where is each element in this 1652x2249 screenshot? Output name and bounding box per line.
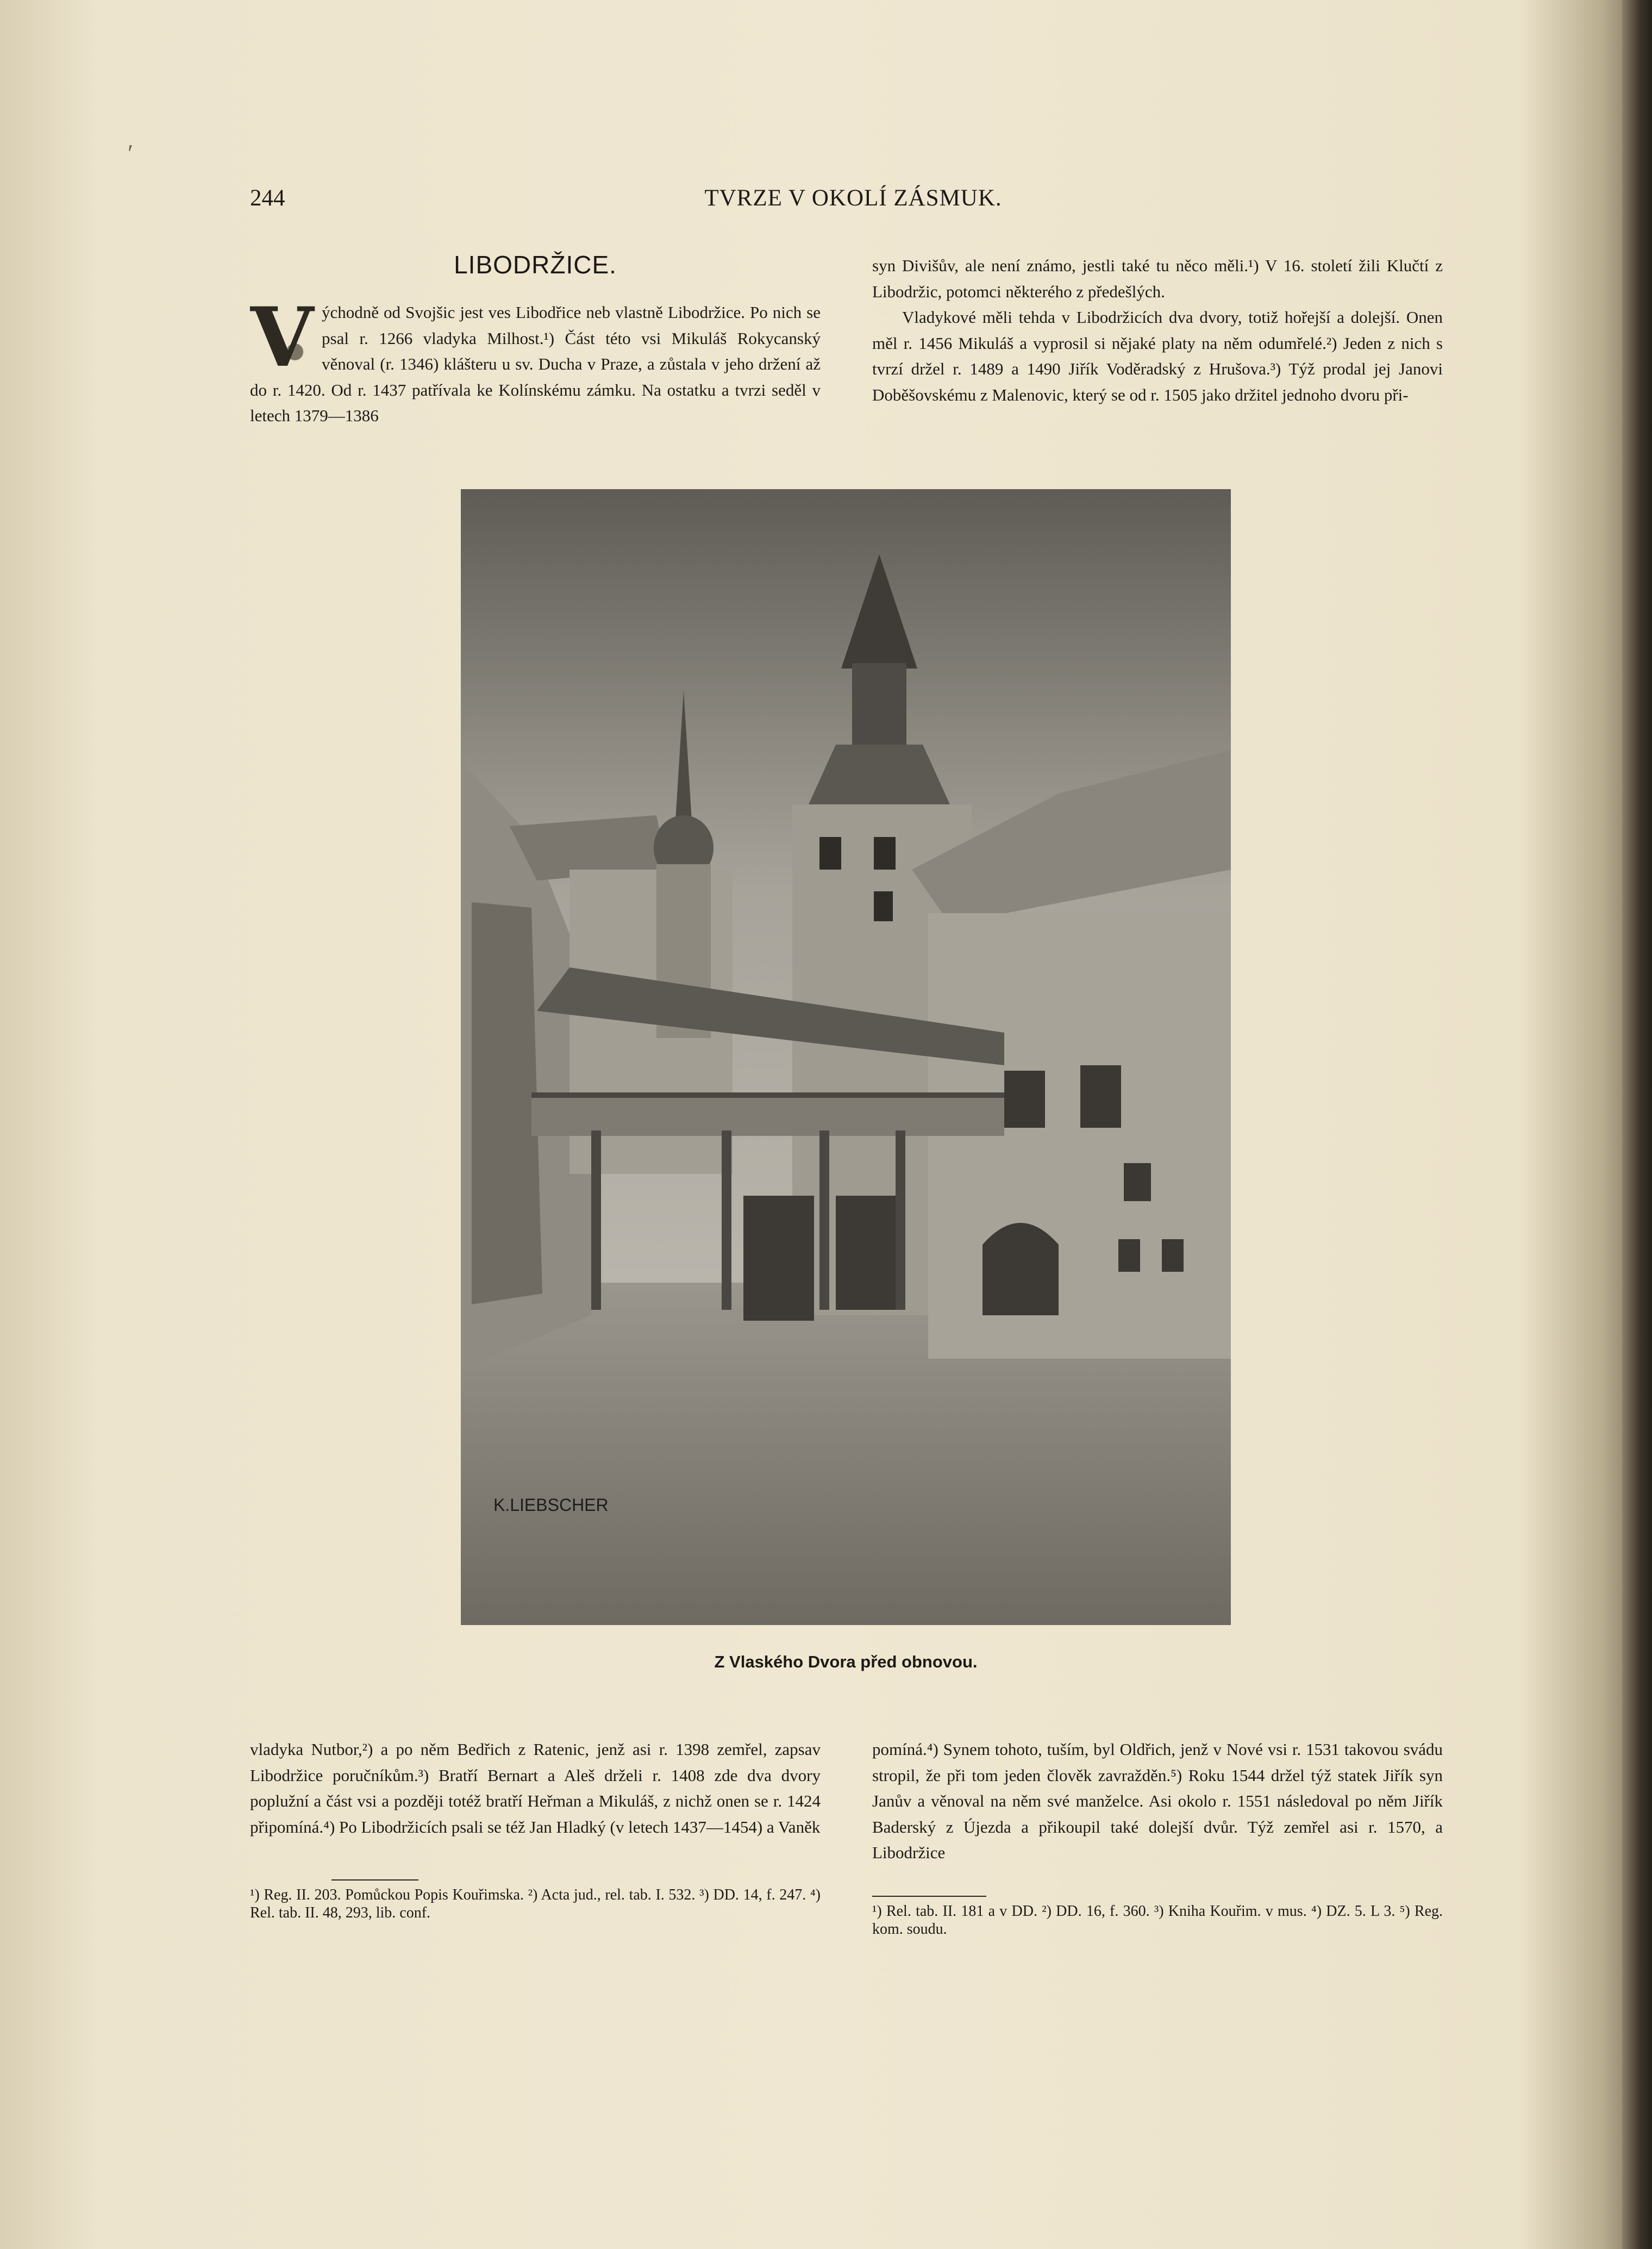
column-top-left	[250, 253, 821, 429]
paragraph-intro-text: ýchodně od Svojšic jest ves Libodřice neb vlastně Libodržice. Po nich se psal r. 1266 vladyka Milhost.¹) Část této vsi Mikuláš Rokycanský věnoval (r. 1346) klášteru u sv. Ducha v Praze, a zůstala v jeho držení až do r. 1420. Od r. 1437 patřívala ke Kolínskému zámku. Na ostatku a tvrzi seděl v letech 1379—1386	[250, 303, 821, 426]
artist-signature: K.LIEBSCHER	[493, 1495, 609, 1515]
column-top-right	[872, 253, 1443, 408]
running-head	[250, 185, 1456, 217]
footnote-divider-right	[872, 1896, 986, 1897]
page-number: 244	[250, 185, 285, 211]
margin-mark: ʹ	[128, 139, 134, 167]
paragraph-continuation: syn Divišův, ale není známo, jestli také tu něco měli.¹) V 16. století žili Klučtí z Libodržic, potomci některého z předešlých.	[872, 256, 1443, 301]
figure-caption: Z Vlaského Dvora před obnovou.	[714, 1652, 978, 1671]
paragraph-vladykove: Vladykové měli tehda v Libodržicích dva dvory, totiž hořejší a dolejší. Onen měl r. 1456 Mikuláš a vyprosil si nějaké platy na něm odumřelé.²) Jeden z nich s tvrzí držel r. 1489 a 1490 Jiřík Voděradský z Hrušova.³) Týž prodal jej Janovi Doběšovskému z Malenovic, který se od r. 1505 jako držitel jednoho dvoru při-	[872, 308, 1443, 404]
illustration-courtyard	[461, 489, 1231, 1625]
column-bottom-right	[872, 1736, 1443, 1866]
footnote-divider-left	[331, 1879, 418, 1881]
footnotes-right: ¹) Rel. tab. II. 181 a v DD. ²) DD. 16, f. 360. ³) Kniha Kouřim. v mus. ⁴) DZ. 5. L 3. ⁵) Reg. kom. soudu.	[872, 1903, 1443, 1938]
running-title: TVRZE V OKOLÍ ZÁSMUK.	[704, 185, 1002, 211]
footnotes-left: ¹) Reg. II. 203. Pomůckou Popis Kouřimska. ²) Acta jud., rel. tab. I. 532. ³) DD. 14, f. 247. ⁴) Rel. tab. II. 48, 293, lib. conf.	[250, 1886, 821, 1921]
paragraph-nutbor: vladyka Nutbor,²) a po něm Bedřich z Ratenic, jenž asi r. 1398 zemřel, zapsav Libodržice poručníkům.³) Bratří Bernart a Aleš drželi r. 1408 zde dva dvory poplužní a část vsi a později totéž bratří Heřman a Mikuláš, z nichž onen se r. 1424 připomíná.⁴) Po Libodržicích psali se též Jan Hladký (v letech 1437—1454) a Vaněk	[250, 1740, 821, 1836]
courtyard-drawing	[461, 489, 1231, 1625]
paragraph-oldrich: pomíná.⁴) Synem tohoto, tuším, byl Oldřich, jenž v Nové vsi r. 1531 takovou svádu stropil, že při tom jeden člověk zavražděn.⁵) Roku 1544 držel týž statek Jiřík syn Janův a věnoval na něm své manželce. Asi okolo r. 1551 následoval po něm Jiřík Baderský z Újezda a přikoupil také dolejší dvůr. Týž zemřel asi r. 1570, a Libodržice	[872, 1740, 1443, 1863]
book-edge-shadow	[1622, 0, 1652, 2249]
paragraph-intro	[250, 290, 821, 429]
column-bottom-left	[250, 1736, 821, 1840]
dropcap-letter: V	[250, 290, 314, 385]
section-title: LIBODRŽICE.	[454, 251, 617, 279]
